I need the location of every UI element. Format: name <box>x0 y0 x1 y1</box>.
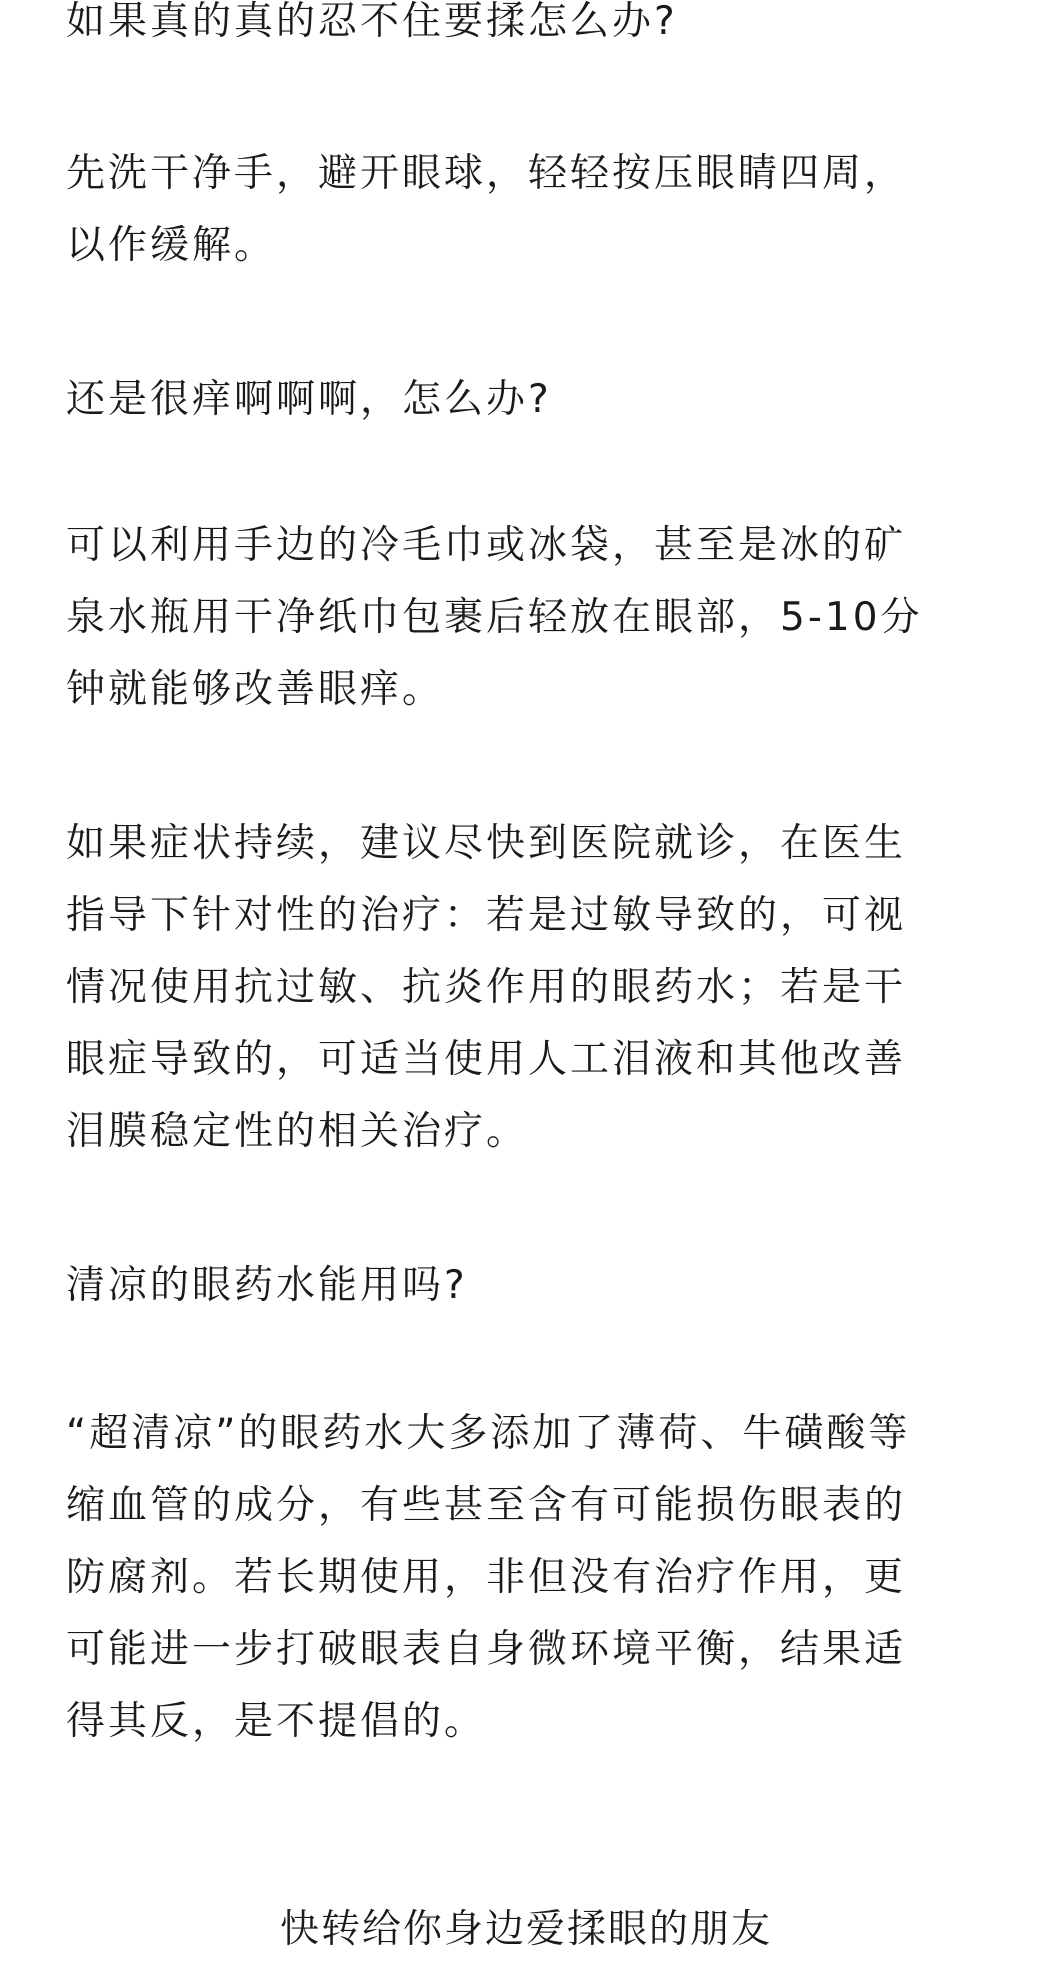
answer-paragraph-press <box>66 138 996 282</box>
share-prompt: 快转给你身边爱揉眼的朋友 <box>279 1907 772 1952</box>
answer-paragraph-cooling-drops <box>66 1398 996 1758</box>
question-heading-cooling-drops <box>66 1250 996 1322</box>
text-line: 情况使用抗过敏、抗炎作用的眼药水；若是干 <box>66 965 907 1010</box>
text-line: 指导下针对性的治疗：若是过敏导致的，可视 <box>66 893 907 938</box>
text-line: 得其反，是不提倡的。 <box>66 1699 487 1744</box>
text-line: 以作缓解。 <box>66 223 277 268</box>
text-line: 泉水瓶用干净纸巾包裹后轻放在眼部，5-10分 <box>66 595 923 640</box>
text-line: 缩血管的成分，有些甚至含有可能损伤眼表的 <box>66 1483 907 1528</box>
text-line: 泪膜稳定性的相关治疗。 <box>66 1109 529 1154</box>
text-line: 如果真的真的忍不住要揉怎么办? <box>66 0 678 44</box>
answer-paragraph-see-doctor <box>66 808 996 1168</box>
text-line: 还是很痒啊啊啊，怎么办? <box>66 377 552 422</box>
text-line: 如果症状持续，建议尽快到医院就诊，在医生 <box>66 821 907 866</box>
text-line: 可能进一步打破眼表自身微环境平衡，结果适 <box>66 1627 907 1672</box>
text-line: “超清凉”的眼药水大多添加了薄荷、牛磺酸等 <box>66 1411 911 1456</box>
text-line: 钟就能够改善眼痒。 <box>66 667 445 712</box>
text-line: 可以利用手边的冷毛巾或冰袋，甚至是冰的矿 <box>66 523 907 568</box>
text-line: 眼症导致的，可适当使用人工泪液和其他改善 <box>66 1037 907 1082</box>
answer-paragraph-cold-compress <box>66 510 996 726</box>
question-heading-rubbing <box>66 0 996 58</box>
text-line: 先洗干净手，避开眼球，轻轻按压眼睛四周， <box>66 151 907 196</box>
text-line: 防腐剂。若长期使用，非但没有治疗作用，更 <box>66 1555 907 1600</box>
question-heading-itchy <box>66 364 996 436</box>
text-line: 清凉的眼药水能用吗? <box>66 1263 468 1308</box>
